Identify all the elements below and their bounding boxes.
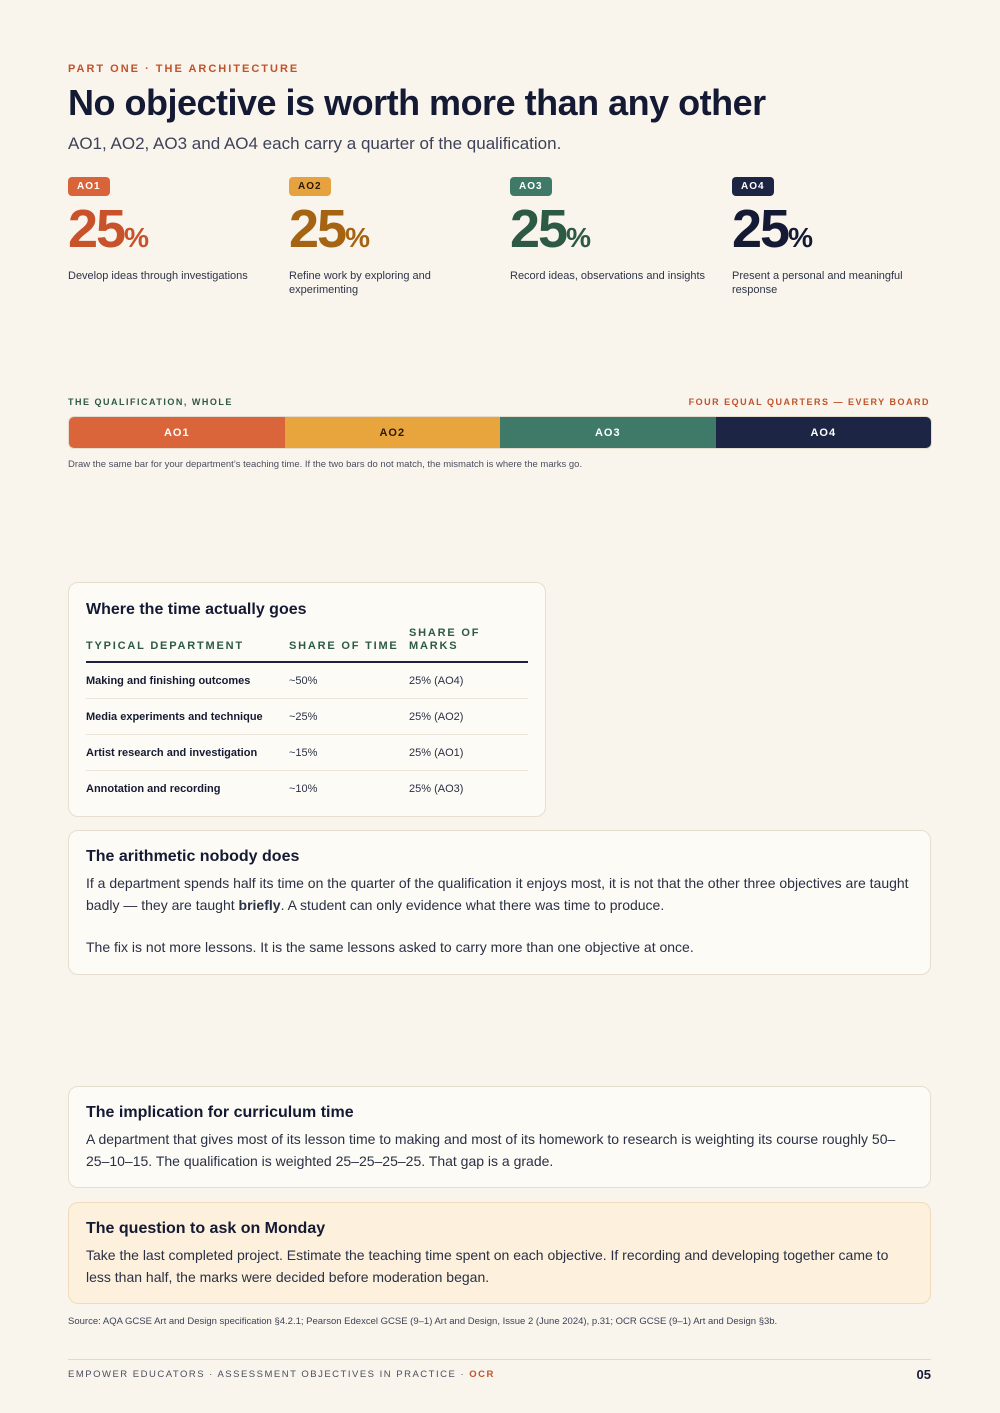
table-cell: 25% (AO4) <box>409 662 528 699</box>
implication-body: A department that gives most of its lesson time to making and most of its homework to research is weighting its course roughly 50–25–10–15. The qualification is weighted 25–25–25–25. That gap is a grade. <box>86 1131 896 1169</box>
arithmetic-card <box>68 830 931 975</box>
stat-unit: % <box>788 222 813 253</box>
table-row <box>86 699 528 735</box>
bar-segment-ao3: AO3 <box>500 417 716 448</box>
table-row <box>86 735 528 771</box>
table-cell: Artist research and investigation <box>86 735 289 771</box>
table-cell: ~25% <box>289 699 409 735</box>
bar-segment-ao2: AO2 <box>285 417 501 448</box>
page-title: No objective is worth more than any other <box>68 82 766 123</box>
arithmetic-paragraph <box>86 873 913 916</box>
stat-description: Develop ideas through investigations <box>68 270 248 282</box>
source-note: Source: AQA GCSE Art and Design specification §4.2.1; Pearson Edexcel GCSE (9–1) Art and Design, Issue 2 (June 2024), p.31; OCR GCSE (9–1) Art and Design §3b. <box>68 1316 778 1327</box>
stat-unit: % <box>566 222 591 253</box>
bar-segment-ao1: AO1 <box>69 417 285 448</box>
page-number: 05 <box>916 1367 931 1382</box>
table-cell: 25% (AO1) <box>409 735 528 771</box>
bar-label-right: FOUR EQUAL QUARTERS — EVERY BOARD <box>688 397 930 407</box>
table-cell: Annotation and recording <box>86 782 221 795</box>
stat-number: 25 <box>510 199 567 259</box>
stat-value <box>68 200 278 267</box>
stat-description: Record ideas, observations and insights <box>510 270 706 282</box>
stat-unit: % <box>345 222 370 253</box>
stat-ao3 <box>510 176 720 283</box>
page-subtitle: AO1, AO2, AO3 and AO4 each carry a quarter of the qualification. <box>68 134 562 153</box>
footer-label: EMPOWER EDUCATORS · ASSESSMENT OBJECTIVES IN PRACTICE · <box>68 1369 470 1380</box>
implication-card <box>68 1086 931 1188</box>
arithmetic-emphasis: briefly <box>238 896 281 913</box>
stat-unit: % <box>124 222 149 253</box>
footer-divider <box>68 1359 931 1360</box>
objective-stats <box>68 176 948 296</box>
stat-number: 25 <box>289 199 346 259</box>
stat-description: Refine work by exploring and experimenting <box>289 270 431 296</box>
monday-title: The question to ask on Monday <box>86 1220 326 1237</box>
table-header-row <box>86 623 528 662</box>
stat-badge: AO4 <box>732 177 774 196</box>
stat-ao1 <box>68 176 278 283</box>
table-cell: Making and finishing outcomes <box>86 662 289 699</box>
bar-note: Draw the same bar for your department’s teaching time. If the two bars do not match, the mismatch is where the marks go. <box>68 459 583 470</box>
stat-value <box>289 200 499 267</box>
arithmetic-title: The arithmetic nobody does <box>86 848 300 865</box>
stat-badge: AO1 <box>68 177 110 196</box>
column-header: SHARE OF TIME <box>289 623 409 662</box>
stat-number: 25 <box>68 199 125 259</box>
monday-body: Take the last completed project. Estimate the teaching time spent on each objective. If recording and developing together came to less than half, the marks were decided before moderation began. <box>86 1247 889 1285</box>
time-table-card <box>68 582 546 817</box>
table-row <box>86 662 528 699</box>
time-table <box>86 623 528 806</box>
stat-description: Present a personal and meaningful response <box>732 270 903 296</box>
table-cell: 25% (AO3) <box>409 782 464 795</box>
time-table-title: Where the time actually goes <box>86 601 307 618</box>
arithmetic-text: . A student can only evidence what there was time to produce. <box>280 896 665 913</box>
table-cell: ~10% <box>289 782 318 795</box>
monday-question-card <box>68 1202 931 1304</box>
arithmetic-paragraph-2: The fix is not more lessons. It is the same lessons asked to carry more than one objective at once. <box>86 939 694 955</box>
implication-title: The implication for curriculum time <box>86 1104 354 1121</box>
stat-value <box>732 200 942 267</box>
stat-ao2 <box>289 176 499 297</box>
footer-board: OCR <box>469 1369 495 1380</box>
eyebrow: PART ONE · THE ARCHITECTURE <box>68 63 300 75</box>
table-cell: 25% (AO2) <box>409 699 528 735</box>
table-row <box>86 771 528 807</box>
column-header: SHARE OF MARKS <box>409 623 528 662</box>
stat-badge: AO3 <box>510 177 552 196</box>
column-header: TYPICAL DEPARTMENT <box>86 623 289 662</box>
table-cell: ~50% <box>289 662 409 699</box>
table-cell: Media experiments and technique <box>86 699 289 735</box>
stat-number: 25 <box>732 199 789 259</box>
stat-badge: AO2 <box>289 177 331 196</box>
stat-value <box>510 200 720 267</box>
footer-text <box>68 1369 495 1380</box>
bar-segment-ao4: AO4 <box>716 417 932 448</box>
stat-ao4 <box>732 176 942 297</box>
bar-label-left: THE QUALIFICATION, WHOLE <box>68 397 233 407</box>
qualification-bar <box>68 416 932 449</box>
arithmetic-text: If a department spends half its time on the quarter of the qualification it enjoys most, it is not that the other three objectives are taught badly — they are taught <box>86 875 909 913</box>
table-cell: ~15% <box>289 735 409 771</box>
